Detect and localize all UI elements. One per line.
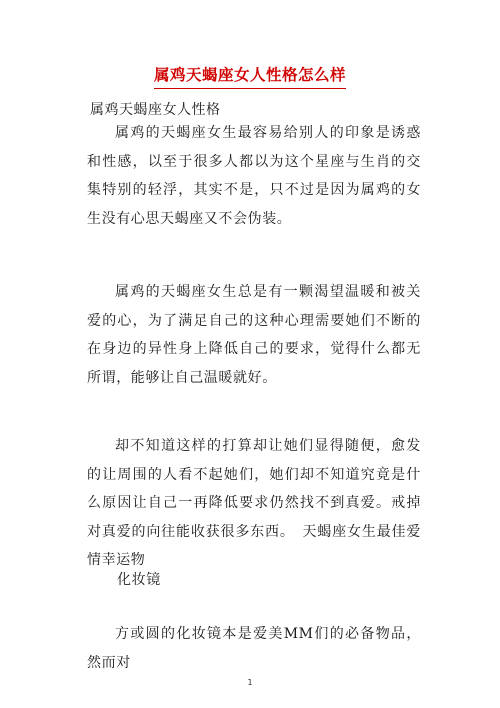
paragraph-4: 方或圆的化妆镜本是爱美MM们的必备物品，然而对 — [87, 626, 421, 671]
paragraph-1: 属鸡的天蝎座女生最容易给别人的印象是诱惑和性感，以至于很多人都以为这个星座与生肖的交集特别的轻浮，其实不是，只不过是因为属鸡的女生没有心思天蝎座又不会伪装。 — [87, 125, 421, 227]
page-number: 1 — [247, 678, 253, 687]
paragraph-2: 属鸡的天蝎座女生总是有一颗渴望温暖和被关爱的心，为了满足自己的这种心理需要她们不断的在身边的异性身上降低自己的要求，觉得什么都无所谓，能够让自己温暖就好。 — [87, 284, 421, 386]
paragraph-3: 却不知道这样的打算却让她们显得随便，愈发的让周围的人看不起她们，她们却不知道究竟是什么原因让自己一再降低要求仍然找不到真爱。戒掉对真爱的向往能收获很多东西。 天蝎座女生最佳爱情幸运物 — [87, 438, 421, 568]
document-title: 属鸡天蝎座女人性格怎么样 — [154, 63, 346, 89]
item-heading: 化妆镜 — [117, 572, 161, 588]
title-container — [0, 63, 500, 89]
section-subheading: 属鸡天蝎座女人性格 — [90, 102, 221, 118]
